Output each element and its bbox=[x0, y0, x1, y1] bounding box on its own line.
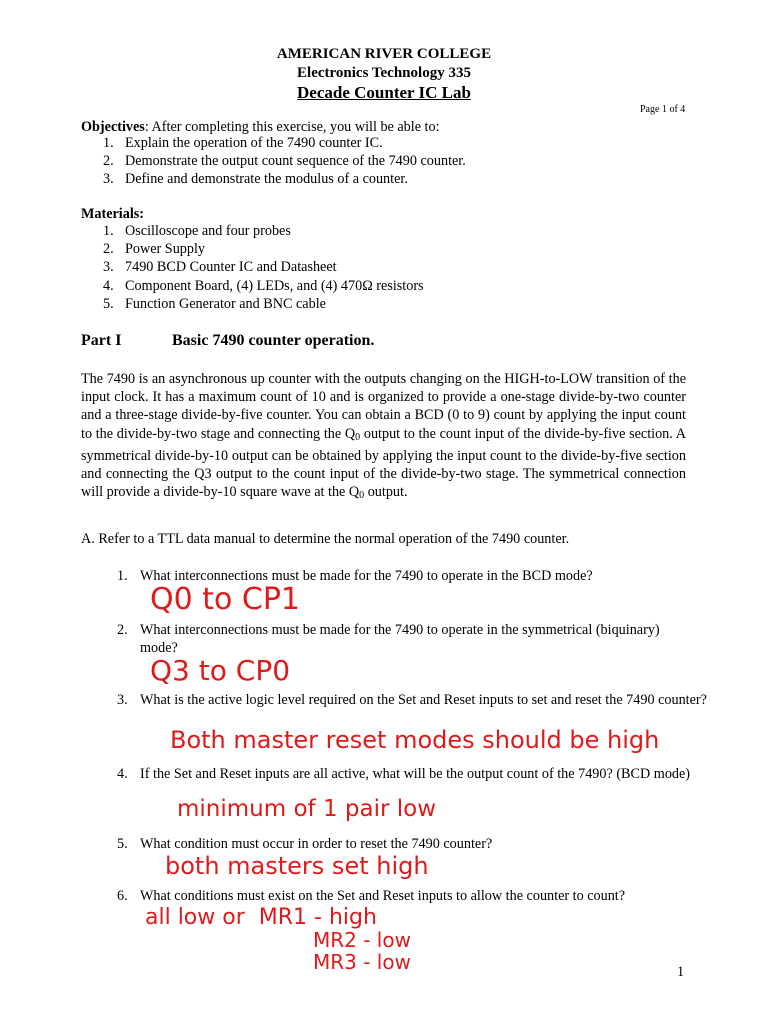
list-item: 4. Component Board, (4) LEDs, and (4) 470Ω resistors bbox=[103, 277, 424, 294]
list-item: 5. Function Generator and BNC cable bbox=[103, 295, 326, 312]
objectives-intro: : After completing this exercise, you will be able to: bbox=[144, 119, 440, 135]
question-5: 5. What condition must occur in order to reset the 7490 counter? bbox=[117, 836, 493, 852]
question-6: 6. What conditions must exist on the Set and Reset inputs to allow the counter to count? bbox=[117, 888, 626, 904]
handwritten-answer-6-line3: MR3 - low bbox=[313, 950, 411, 974]
list-item: 1. Oscilloscope and four probes bbox=[103, 223, 291, 239]
handwritten-answer-1: Q0 to CP1 bbox=[150, 582, 301, 617]
list-item: 3. Define and demonstrate the modulus of a counter. bbox=[103, 171, 408, 188]
list-item: 2. Demonstrate the output count sequence of the 7490 counter. bbox=[103, 153, 466, 170]
page-number: 1 bbox=[677, 964, 685, 980]
objectives-label: Objectives bbox=[81, 119, 145, 135]
college-name: AMERICAN RIVER COLLEGE bbox=[276, 46, 492, 62]
handwritten-answer-6: all low or MR1 - high bbox=[145, 905, 377, 930]
question-3: 3. What is the active logic level required on the Set and Reset inputs to set and reset the 7490 counter? bbox=[117, 692, 707, 708]
part-label: Part I bbox=[81, 332, 122, 349]
handwritten-answer-2: Q3 to CP0 bbox=[150, 654, 291, 687]
materials-list bbox=[81, 222, 424, 313]
lab-title: Decade Counter IC Lab bbox=[297, 83, 471, 102]
handwritten-answer-5: both masters set high bbox=[165, 852, 429, 880]
section-a-text: A. Refer to a TTL data manual to determine the normal operation of the 7490 counter. bbox=[81, 531, 570, 547]
page-of: Page 1 of 4 bbox=[640, 104, 686, 115]
part-title: Basic 7490 counter operation. bbox=[172, 332, 375, 349]
list-item: 2. Power Supply bbox=[103, 241, 206, 258]
list-item: 3. 7490 BCD Counter IC and Datasheet bbox=[103, 259, 337, 276]
handwritten-answer-6-line2: MR2 - low bbox=[313, 928, 411, 952]
question-2: 2. What interconnections must be made for the 7490 to operate in the symmetrical (biquinary) mode? bbox=[117, 622, 660, 657]
course-name: Electronics Technology 335 bbox=[297, 65, 471, 81]
objectives-list bbox=[81, 134, 466, 189]
part-paragraph: The 7490 is an asynchronous up counter with the outputs changing on the HIGH-to-LOW transition of the input clock. It has a maximum count of 10 and is organized to provide a one-stage divide-by-two counter and a three-stage divide-by-five counter. You can obtain a BCD (0 to 9) count by applying the input count to the divide-by-two stage and connecting the $Q_0$ output to the count input of the divide-by-five section. A symmetrical divide-by-10 output can be obtained by applying the input count to the divide-by-five section and connecting the Q3 output to the count input of the divide-by-two stage. The symmetrical connection will provide a divide-by-10 square wave at the $Q_0$ output. bbox=[81, 371, 686, 502]
handwritten-answer-3: Both master reset modes should be high bbox=[170, 726, 660, 754]
question-1: 1. What interconnections must be made for the 7490 to operate in the BCD mode? bbox=[117, 568, 593, 584]
handwritten-answer-4: minimum of 1 pair low bbox=[177, 796, 437, 822]
materials-heading: Materials: bbox=[81, 206, 145, 222]
list-item: 1. Explain the operation of the 7490 counter IC. bbox=[103, 135, 383, 151]
question-4: 4. If the Set and Reset inputs are all active, what will be the output count of the 7490? (BCD mode) bbox=[117, 766, 691, 782]
